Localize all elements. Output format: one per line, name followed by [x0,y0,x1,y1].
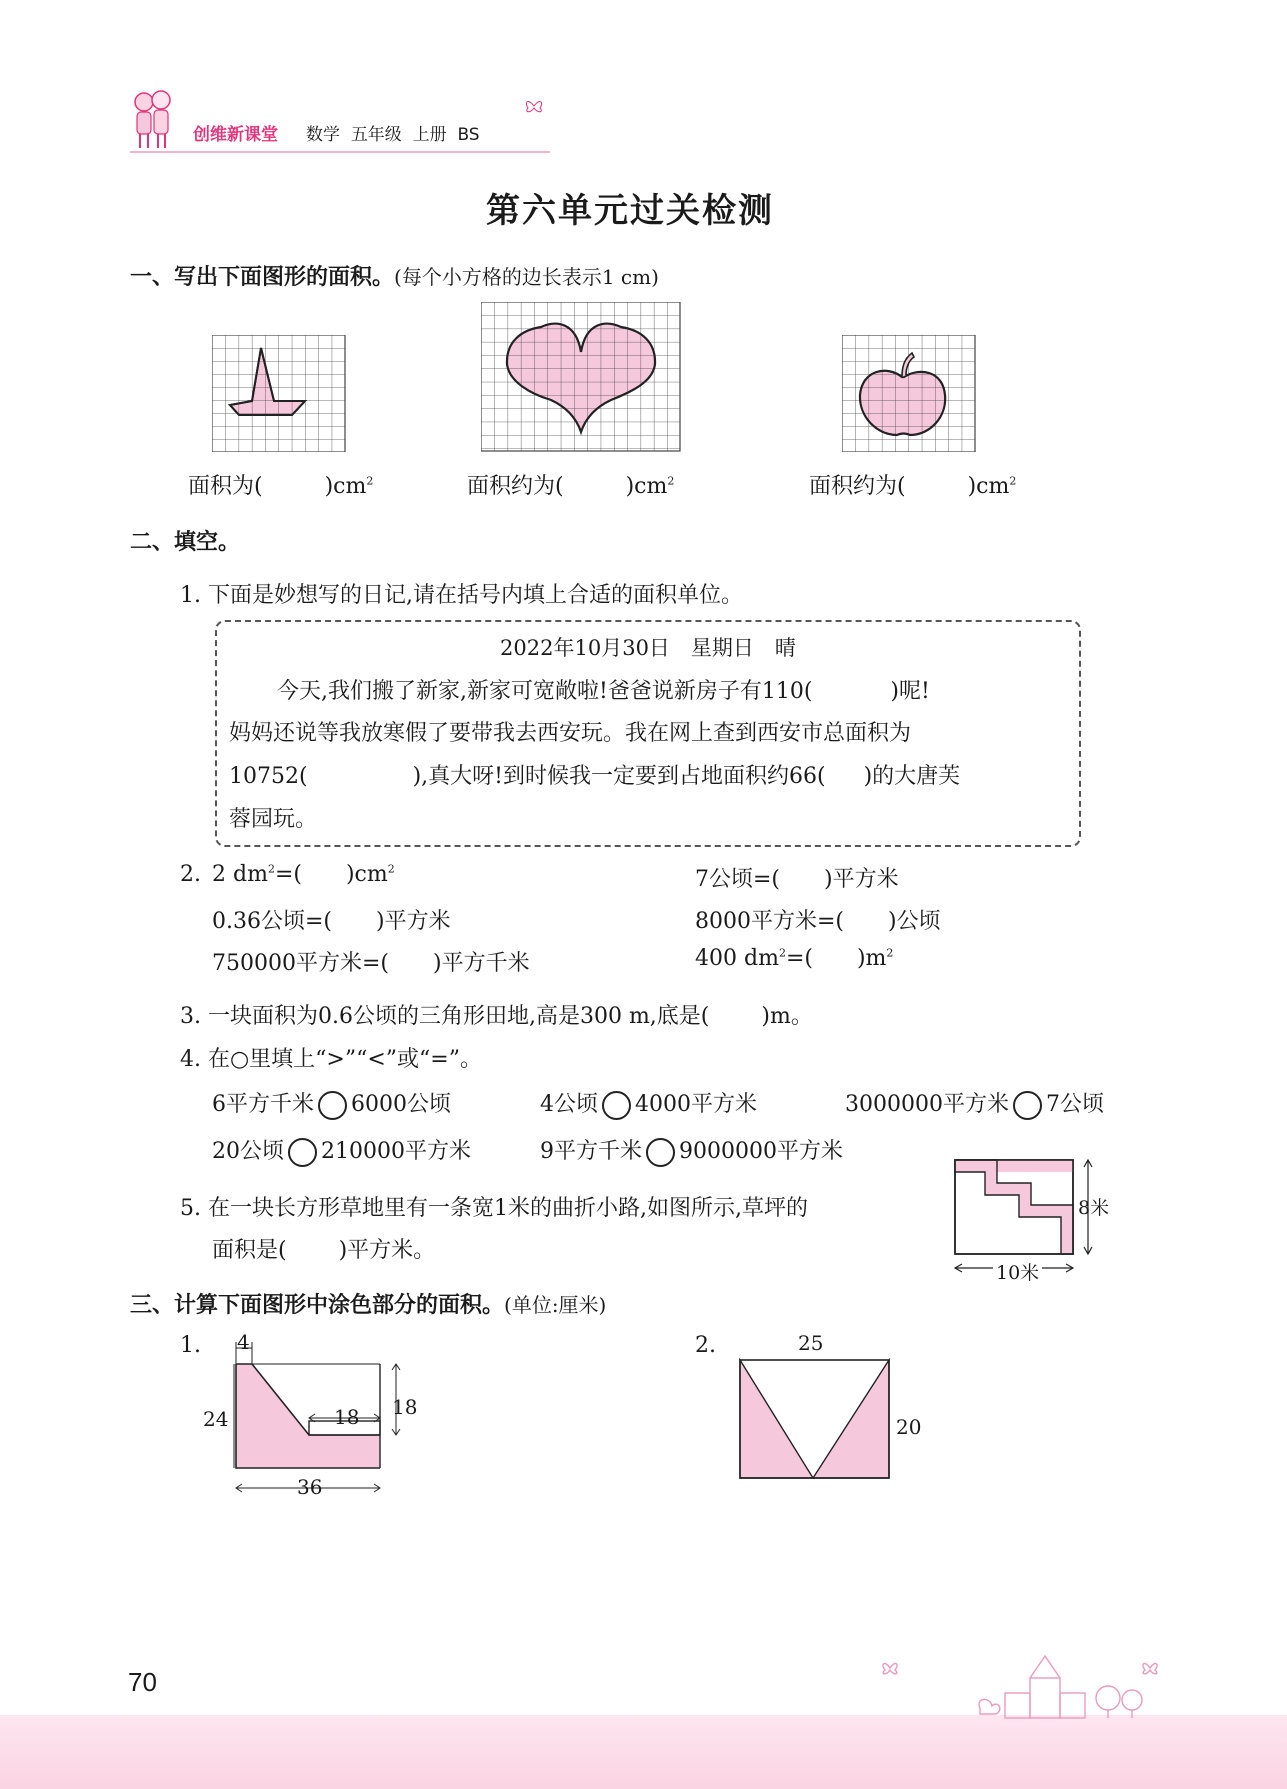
fig2-top-label: 25 [798,1331,824,1355]
section3-title: 三、计算下面图形中涂色部分的面积。 [130,1293,505,1318]
section1-title: 一、写出下面图形的面积。 [130,265,395,290]
fig1-right-label: 18 [392,1395,418,1419]
section3-note: (单位:厘米) [504,1293,607,1317]
grid-figure-leaf [481,302,681,452]
fig1-left-label: 24 [203,1407,229,1431]
q2-item-4: 8000平方米=( )公顷 [695,909,941,934]
path-fig-height: 8米 [1078,1197,1110,1219]
compare-circle[interactable] [1013,1091,1042,1120]
kids-logo-icon [128,88,176,152]
q2-item-3: 0.36公顷=( )平方米 [212,909,451,934]
header-underline [130,151,550,153]
diary-line-1: 今天,我们搬了新家,新家可宽敞啦!爸爸说新房子有110( )呢! [277,679,930,704]
castle-decoration-icon [880,1648,1170,1720]
header-info [306,120,480,145]
fig2-right-label: 20 [896,1415,922,1439]
area-label-3: 面积约为( )$cm^2$ [809,474,1017,499]
grid-figure-apple [842,335,976,452]
rectangle-v-figure [738,1358,893,1483]
section2-heading: 二、填空。 [130,530,241,555]
q2-item-1: 2 $dm^2=$( )$cm^2$ [212,862,395,887]
header-subject: 数学 [306,125,340,145]
page-number: 70 [128,1667,157,1697]
q1-text: 1. 下面是妙想写的日记,请在括号内填上合适的面积单位。 [180,583,743,608]
fig1-bottom-label: 36 [297,1475,323,1499]
diary-line-4: 蓉园玩。 [229,807,318,832]
butterfly-icon [524,98,544,114]
q2-item-5: 750000平方米=( )平方千米 [212,951,530,976]
q2-num: 2. [180,862,201,887]
page-title: 第六单元过关检测 [486,191,774,231]
area-label-1: 面积为( )$cm^2$ [188,474,374,499]
shaded-left-triangle [740,1360,813,1478]
compare-circle[interactable] [318,1091,347,1120]
compare-circle[interactable] [602,1091,631,1120]
diary-date: 2022年10月30日 星期日 晴 [500,636,796,660]
q2-item-6: 400 $dm^2=$( )$m^2$ [695,946,894,971]
q5-line-2: 面积是( )平方米。 [212,1238,436,1263]
fig1-num: 1. [180,1333,201,1358]
footer-band [0,1715,1287,1789]
q4-compare-2: 4公顷 4000平方米 [540,1087,757,1120]
diary-line-3: 10752( ),真大呀!到时候我一定要到占地面积约66( )的大唐芙 [229,764,961,789]
diary-box [215,620,1081,847]
header-grade: 五年级 [350,125,402,145]
header-volume: 上册 [412,125,447,145]
header-edition: BS [457,125,480,145]
compare-circle[interactable] [646,1138,675,1167]
area-label-2: 面积约为( )$cm^2$ [467,474,675,499]
q4-compare-5: 9平方千米 9000000平方米 [540,1134,843,1167]
q2-item-2: 7公顷=( )平方米 [695,867,899,892]
fig2-num: 2. [695,1333,716,1358]
fig1-inner-label: 18 [334,1405,360,1429]
q4-compare-1: 6平方千米 6000公顷 [212,1087,451,1120]
compare-circle[interactable] [288,1138,317,1167]
brand-name: 创维新课堂 [193,125,278,145]
shaded-right-triangle [813,1360,889,1478]
section1-heading [130,260,659,291]
q3-text: 3. 一块面积为0.6公顷的三角形田地,高是300 m,底是( )m。 [180,1004,813,1029]
q4-text: 4. 在○里填上“>”“<”或“=”。 [180,1047,482,1072]
q4-compare-3: 3000000平方米 7公顷 [845,1087,1104,1120]
header-logo [128,88,176,152]
q5-line-1: 5. 在一块长方形草地里有一条宽1米的曲折小路,如图所示,草坪的 [180,1196,808,1221]
fig1-top-label: 4 [237,1330,250,1354]
path-fig-width: 10米 [993,1258,1042,1285]
section3-heading [130,1288,606,1319]
section1-note: (每个小方格的边长表示1 cm) [394,265,659,289]
diary-line-2: 妈妈还说等我放寒假了要带我去西安玩。我在网上查到西安市总面积为 [229,721,912,746]
grid-figure-boat [212,335,346,452]
q4-compare-4: 20公顷 210000平方米 [212,1134,471,1167]
